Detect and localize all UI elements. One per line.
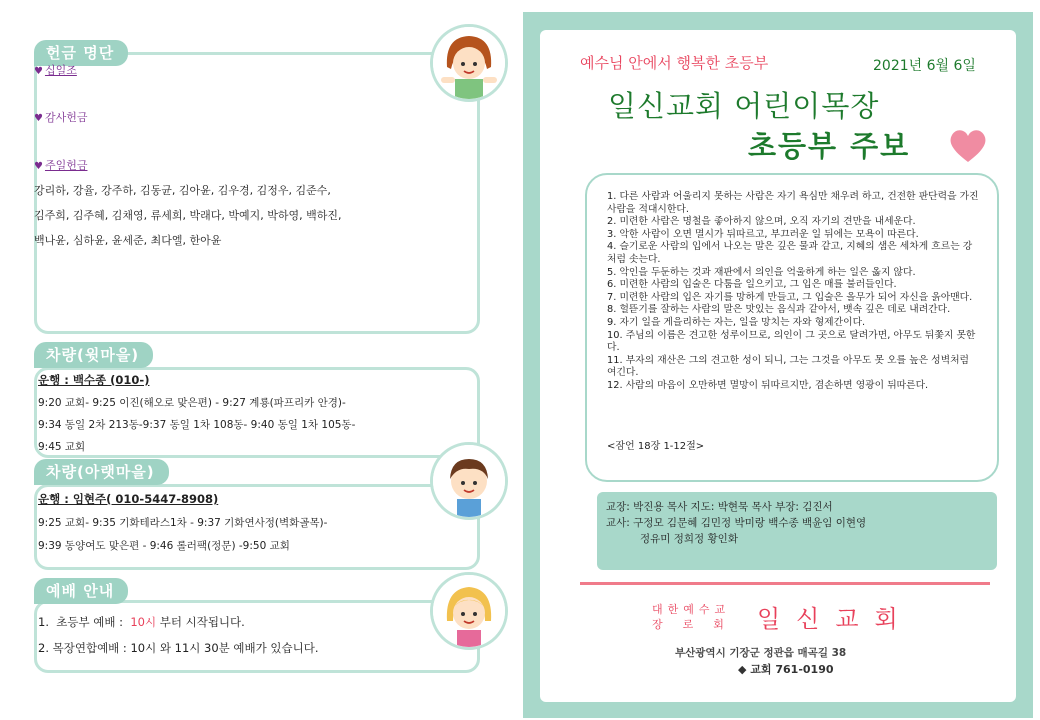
heart-bullet-icon: ♥ [34, 113, 43, 124]
heart-icon [948, 128, 988, 164]
worship-line-1: 1. 초등부 예배 : 10시 부터 시작됩니다. [38, 615, 245, 629]
proverb-item: 9. 자기 일을 게을리하는 자는, 일을 망치는 자와 형제간이다. [607, 316, 866, 328]
girl-avatar [430, 24, 508, 102]
car-lower-route: 9:39 동양여도 맞은편 - 9:46 롤러팩(정문) -9:50 교회 [38, 540, 290, 552]
scripture-reference: <잠언 18장 1-12절> [607, 441, 705, 452]
proverb-item: 12. 사람의 마음이 오만하면 멸망이 뒤따르지만, 겸손하면 영광이 뒤따른다. [607, 379, 929, 391]
staff-line: 교장: 박진용 목사 지도: 박현묵 목사 부장: 김진서 [606, 501, 833, 513]
weekly-heading: ♥ 주일헌금 [34, 159, 88, 172]
offering-names-line: 강리하, 강율, 강주하, 김동균, 김아윤, 김우경, 김정우, 김준수, [34, 184, 331, 197]
car-lower-route: 9:25 교회- 9:35 기화테라스1차 - 9:37 기화연사정(벽화골목)- [38, 517, 328, 529]
offering-tab: 헌금 명단 [34, 40, 128, 66]
car-upper-tab: 차량(윗마을) [34, 342, 153, 368]
title-line-2: 초등부 주보 [748, 129, 911, 163]
denomination-line-2: 장로회 [652, 618, 744, 631]
car-upper-route: 9:34 동일 2차 213동-9:37 동일 1차 108동- 9:40 동일 1차 105동- [38, 419, 356, 431]
heart-bullet-icon: ♥ [34, 161, 43, 172]
staff-line: 교사: 구정모 김문혜 김민정 박미랑 백수종 백윤임 이현영 [606, 517, 867, 529]
tithe-heading: ♥ 십일조 [34, 64, 77, 77]
worship-panel [34, 600, 480, 673]
denomination-line-1: 대한예수교 [652, 603, 731, 616]
car-upper-driver: 운행 : 백수종 (010-) [38, 373, 150, 387]
staff-line: 정유미 정희정 황인화 [640, 533, 738, 545]
car-lower-tab: 차량(아랫마을) [34, 459, 169, 485]
title-line-1: 일신교회 어린이목장 [608, 89, 880, 123]
car-upper-route: 9:20 교회- 9:25 이진(해오로 맞은편) - 9:27 계룡(파프리카 안경)- [38, 397, 346, 409]
heart-bullet-icon: ♥ [34, 66, 43, 77]
proverb-item: 11. 부자의 재산은 그의 견고한 성이 되니, 그는 그것을 아무도 못 오를 높은 성벽처럼 여긴다. [607, 354, 970, 379]
proverb-item: 3. 악한 사람이 오면 멸시가 뒤따르고, 부끄러운 일 뒤에는 모욕이 따른다. [607, 228, 919, 240]
boy-avatar [430, 442, 508, 520]
bulletin-date: 2021년 6월 6일 [873, 58, 976, 74]
proverb-item: 1. 다른 사람과 어울리지 못하는 사람은 자기 욕심만 채우려 하고, 건전한 판단력을 가진 사람을 적대시한다. [607, 191, 979, 215]
proverb-item: 6. 미련한 사람의 입술은 다툼을 일으키고, 그 입은 매를 불러들인다. [607, 279, 897, 291]
church-name: 일신교회 [757, 605, 914, 633]
offering-names-line: 김주희, 김주혜, 김채영, 류세희, 박래다, 박예지, 박하영, 백하진, [34, 209, 342, 222]
motto: 예수님 안에서 행복한 초등부 [580, 54, 769, 72]
proverb-item: 2. 미련한 사람은 명철을 좋아하지 않으며, 오직 자기의 견만을 내세운다. [607, 216, 916, 228]
worship-time: 10시 [130, 615, 157, 629]
worship-tab: 예배 안내 [34, 578, 128, 604]
proverb-item: 8. 헐뜯기를 잘하는 사람의 말은 맛있는 음식과 같아서, 뱃속 깊은 데로 내려간다. [607, 304, 951, 316]
proverb-item: 10. 주님의 이름은 견고한 성루이므로, 의인이 그 곳으로 달려가면, 아무도 뒤쫓지 못한다. [607, 329, 976, 354]
proverb-list [607, 191, 979, 393]
proverb-item: 7. 미련한 사람의 입은 자기를 망하게 만들고, 그 입술은 올무가 되어 자신을 옭아맨다. [607, 291, 973, 303]
thanks-heading: ♥ 감사헌금 [34, 111, 88, 124]
offering-names-line: 백나윤, 심하윤, 윤세준, 최다엘, 한아윤 [34, 234, 222, 247]
divider [580, 582, 990, 585]
proverb-item: 4. 슬기로운 사람의 입에서 나오는 말은 깊은 물과 같고, 지혜의 샘은 세차게 흐르는 강처럼 솟는다. [607, 241, 973, 265]
worship-line-2: 2. 목장연합예배 : 10시 와 11시 30분 예배가 있습니다. [38, 641, 319, 655]
proverb-item: 5. 악인을 두둔하는 것과 재판에서 의인을 억울하게 하는 일은 옳지 않다. [607, 266, 916, 278]
church-phone: ◆ 교회 761-0190 [738, 663, 834, 676]
girl-blonde-avatar [430, 572, 508, 650]
car-upper-route: 9:45 교회 [38, 441, 86, 453]
car-lower-driver: 운행 : 임현주( 010-5447-8908) [38, 492, 219, 506]
church-address: 부산광역시 기장군 정관읍 매곡길 38 [675, 647, 847, 659]
